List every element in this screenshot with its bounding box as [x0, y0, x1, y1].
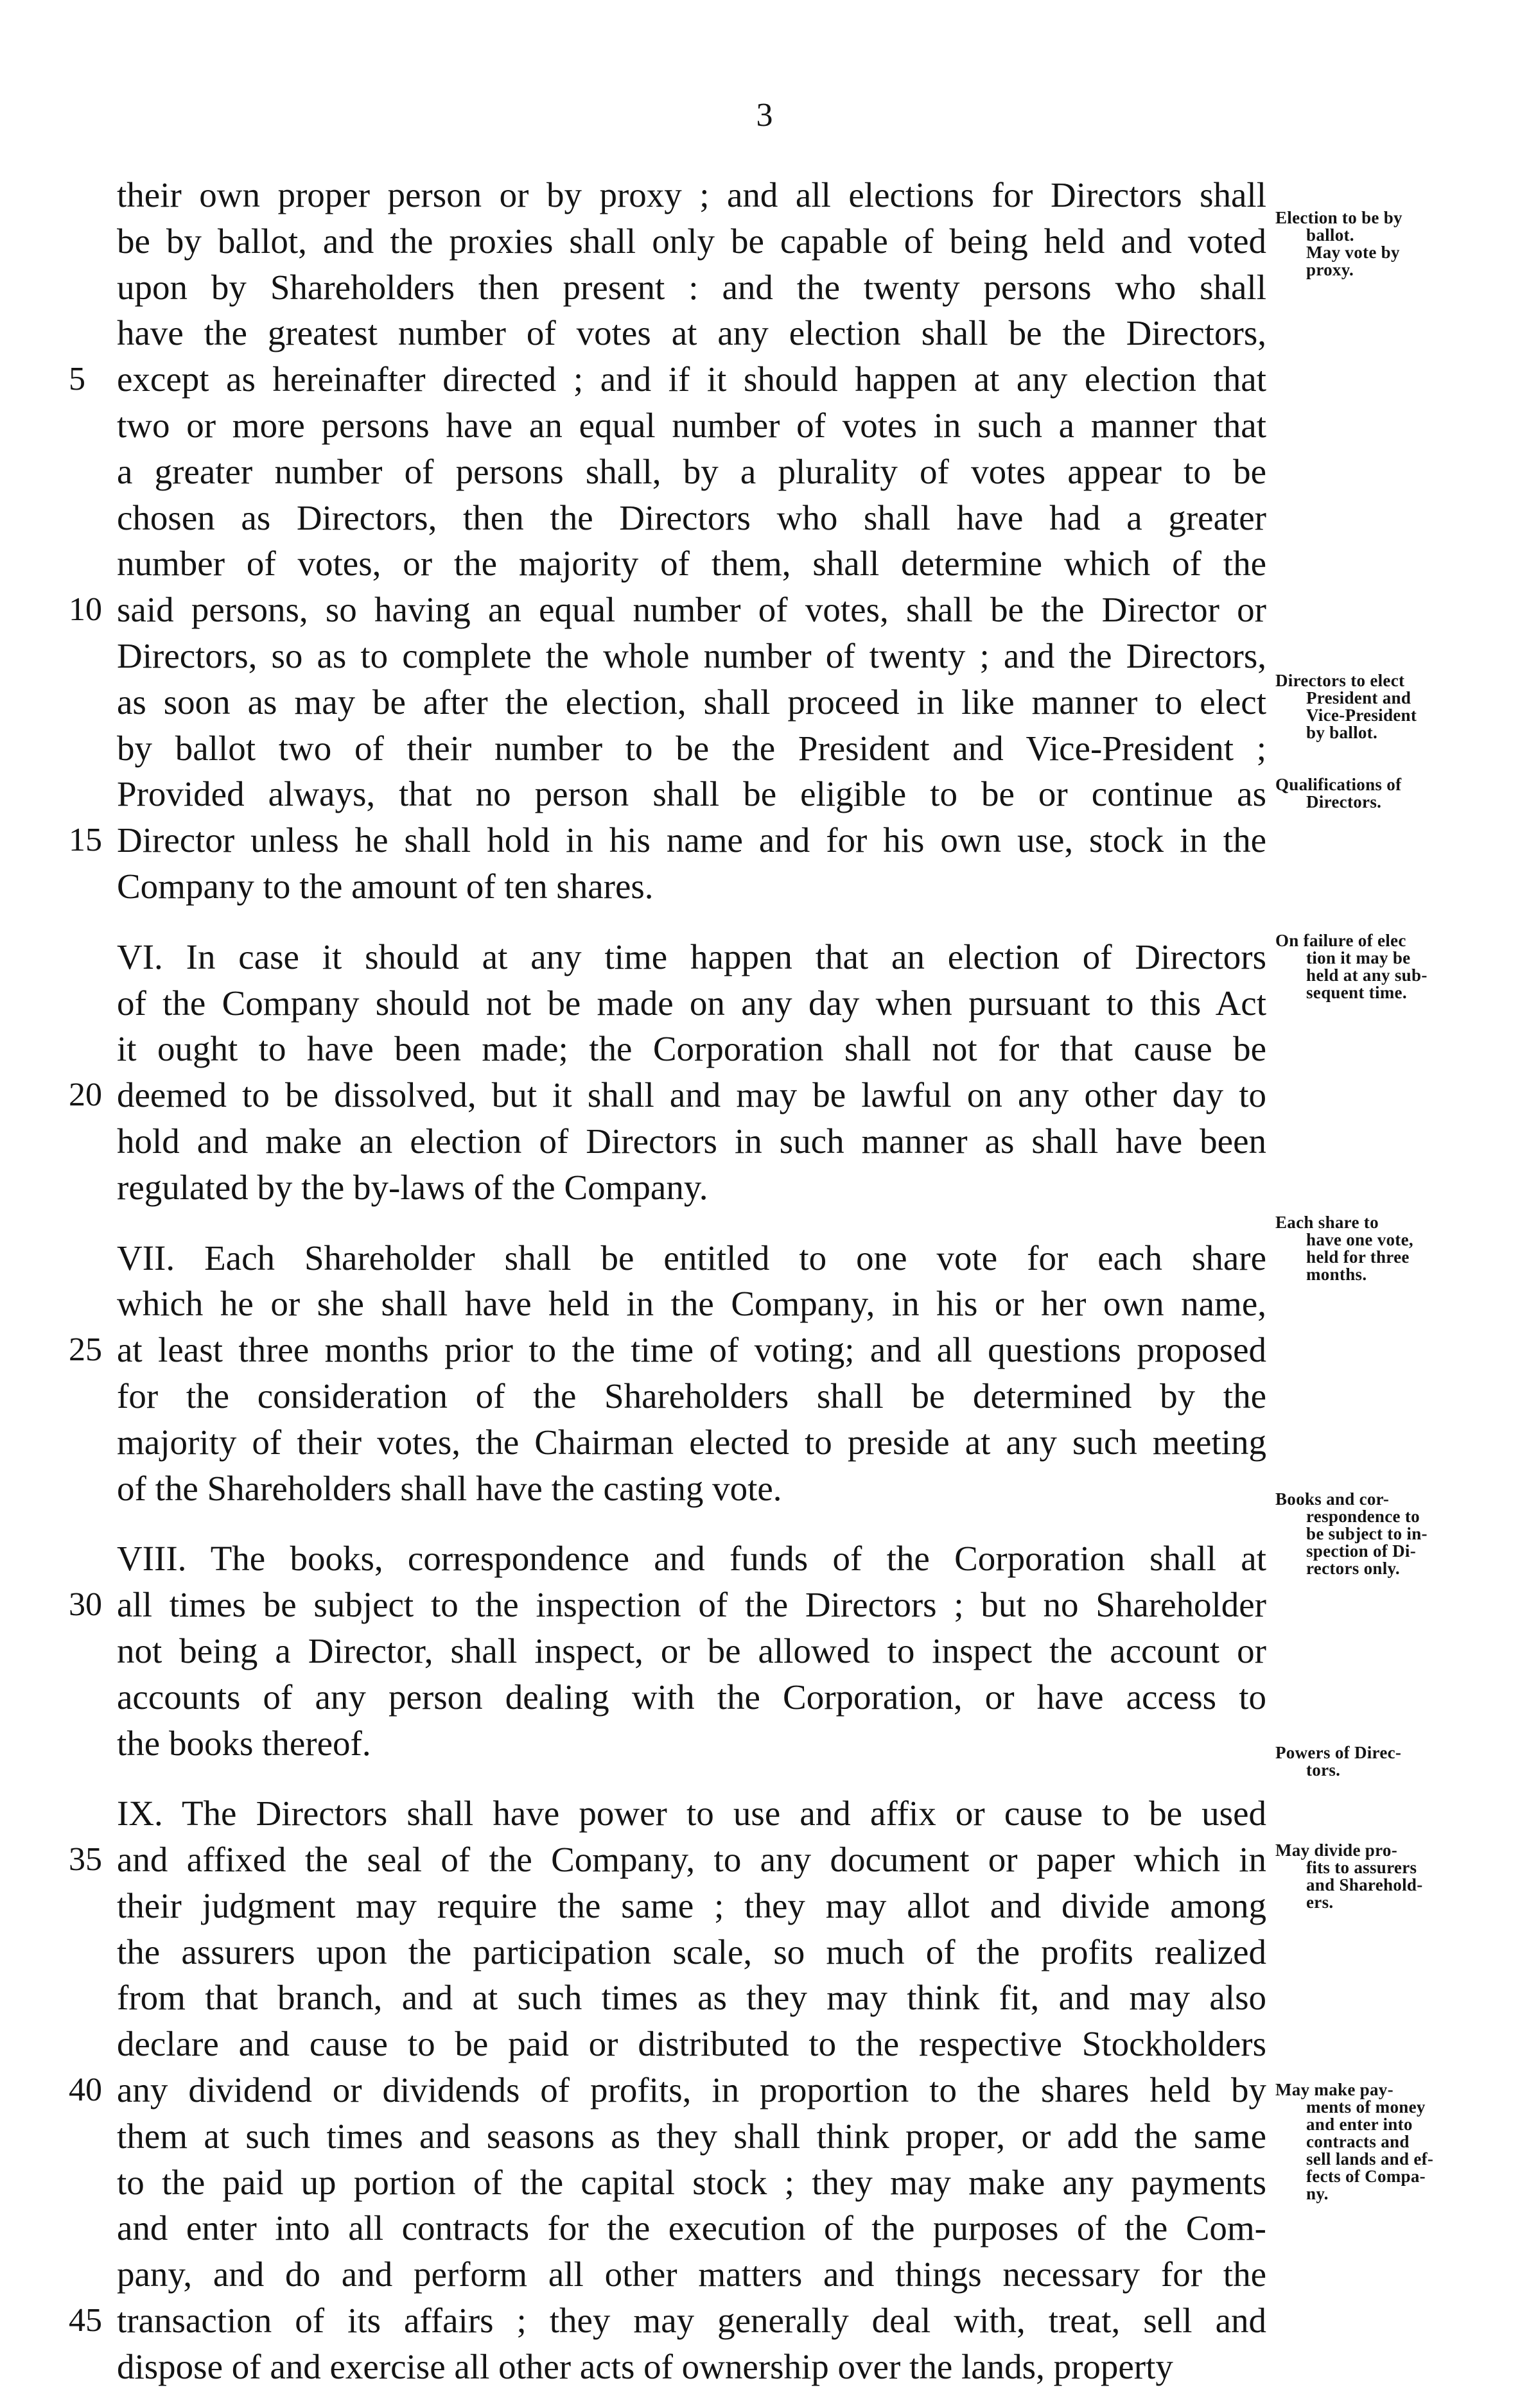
text-line [117, 771, 1266, 817]
text-line [69, 1837, 1266, 1883]
paragraph-section-viii [69, 1536, 1266, 1766]
line-text: not being a Director, shall inspect, or be allowed to inspect the account or [117, 1631, 1266, 1670]
text-line [117, 1466, 1266, 1512]
line-text: their judgment may require the same ; they may allot and divide among [117, 1885, 1266, 1925]
margin-note-line: May divide pro- [1275, 1841, 1398, 1860]
page-number: 3 [756, 97, 773, 134]
margin-note-line: ballot. [1306, 225, 1354, 245]
margin-note-qualifications [1275, 776, 1455, 811]
line-text: at least three months prior to the time of voting; and all questions proposed [117, 1330, 1266, 1370]
text-line [69, 817, 1266, 863]
margin-note-line: Directors to elect [1275, 671, 1405, 690]
text-line [117, 1883, 1266, 1929]
margin-note-line: fects of Compa- [1306, 2167, 1426, 2186]
margin-note-line: tion it may be [1306, 948, 1411, 967]
text-line [69, 1582, 1266, 1628]
text-line [117, 541, 1266, 587]
text-line [117, 1373, 1266, 1419]
margin-note-election-ballot [1275, 209, 1455, 279]
margin-note-share-vote [1275, 1214, 1455, 1283]
text-line [117, 679, 1266, 725]
text-line [117, 218, 1266, 264]
margin-note-line: and enter into [1306, 2115, 1413, 2134]
line-text: VII. Each Shareholder shall be entitled to one vote for each share [117, 1238, 1266, 1278]
text-line [117, 2344, 1266, 2390]
margin-note-line: be subject to in- [1306, 1524, 1428, 1543]
line-text: IX. The Directors shall have power to use and affix or cause to be used [117, 1794, 1266, 1833]
line-text: chosen as Directors, then the Directors who shall have had a greater [117, 498, 1266, 537]
text-line [117, 1674, 1266, 1720]
line-text: to the paid up portion of the capital stock ; they may make any payments [117, 2162, 1266, 2202]
text-line [69, 587, 1266, 633]
margin-note-line: tors. [1306, 1760, 1341, 1780]
paragraph-election-of-directors [69, 172, 1266, 910]
text-line [69, 356, 1266, 403]
margin-note-payments-contracts [1275, 2081, 1455, 2203]
text-line [117, 264, 1266, 311]
text-line [117, 2251, 1266, 2298]
line-number: 20 [69, 1077, 102, 1114]
paragraph-section-ix [69, 1790, 1266, 2389]
text-line [117, 1790, 1266, 1837]
margin-note-line: sell lands and ef- [1306, 2149, 1434, 2169]
line-text: except as hereinafter directed ; and if it should happen at any election that [117, 359, 1266, 399]
margin-note-divide-profits [1275, 1842, 1455, 1911]
text-line [117, 1929, 1266, 1975]
body-text [69, 172, 1266, 2390]
text-line [117, 2113, 1266, 2160]
line-text: as soon as may be after the election, shall proceed in like manner to elect [117, 682, 1266, 722]
paragraph-section-vii [69, 1235, 1266, 1512]
margin-note-line: ers. [1306, 1893, 1334, 1912]
line-text: regulated by the by-laws of the Company. [117, 1167, 708, 1207]
margin-note-line: sequent time. [1306, 983, 1407, 1002]
margin-note-line: and Sharehold- [1306, 1875, 1423, 1894]
margin-note-line: Election to be by [1275, 208, 1402, 227]
line-text: all times be subject to the inspection of the Directors ; but no Shareholder [117, 1585, 1266, 1625]
line-text: and affixed the seal of the Company, to any document or paper which in [117, 1840, 1266, 1880]
margin-note-line: Directors. [1306, 792, 1382, 811]
text-line [117, 403, 1266, 449]
margin-note-line: President and [1306, 688, 1411, 707]
text-line [117, 934, 1266, 980]
margin-note-line: ments of money [1306, 2097, 1426, 2117]
margin-note-line: proxy. [1306, 260, 1354, 279]
line-text: of the Company should not be made on any day when pursuant to this Act [117, 983, 1266, 1023]
line-text: VIII. The books, correspondence and funds of the Corporation shall at [117, 1539, 1266, 1579]
text-line [69, 1072, 1266, 1118]
text-line [117, 1536, 1266, 1582]
line-text: accounts of any person dealing with the Corporation, or have access to [117, 1677, 1266, 1717]
margin-note-line: ny. [1306, 2184, 1329, 2203]
line-text: a greater number of persons shall, by a plurality of votes appear to be [117, 451, 1266, 491]
margin-note-line: fits to assurers [1306, 1858, 1417, 1877]
margin-note-books-inspection [1275, 1491, 1455, 1577]
text-line [69, 2067, 1266, 2113]
line-text: Directors, so as to complete the whole number of twenty ; and the Directors, [117, 636, 1266, 675]
line-text: two or more persons have an equal number of votes in such a manner that [117, 405, 1266, 445]
text-line [69, 2298, 1266, 2344]
line-text: be by ballot, and the proxies shall only be capable of being held and voted [117, 221, 1266, 261]
line-text: the assurers upon the participation scale, so much of the profits realized [117, 1932, 1266, 1971]
text-line [117, 1720, 1266, 1767]
line-text: them at such times and seasons as they shall think proper, or add the same [117, 2116, 1266, 2156]
line-number: 40 [69, 2072, 102, 2109]
line-text: VI. In case it should at any time happen that an election of Directors [117, 937, 1266, 976]
line-text: of the Shareholders shall have the casting vote. [117, 1468, 782, 1508]
margin-note-line: May make pay- [1275, 2080, 1394, 2099]
margin-note-line: contracts and [1306, 2132, 1410, 2151]
line-number: 10 [69, 591, 102, 628]
text-line [117, 1118, 1266, 1165]
line-text: majority of their votes, the Chairman elected to preside at any such meeting [117, 1422, 1266, 1462]
text-line [117, 1628, 1266, 1674]
text-line [117, 2160, 1266, 2206]
line-text: hold and make an election of Directors in such manner as shall have been [117, 1121, 1266, 1161]
line-text: Provided always, that no person shall be eligible to be or continue as [117, 774, 1266, 814]
text-line [69, 1327, 1266, 1373]
line-text: transaction of its affairs ; they may generally deal with, treat, sell and [117, 2301, 1266, 2341]
margin-note-powers-directors [1275, 1744, 1455, 1779]
line-text: for the consideration of the Shareholders shall be determined by the [117, 1376, 1266, 1416]
margin-note-directors-elect [1275, 672, 1455, 741]
line-text: have the greatest number of votes at any election shall be the Directors, [117, 313, 1266, 353]
text-line [117, 980, 1266, 1026]
margin-note-line: Books and cor- [1275, 1489, 1390, 1509]
text-line [117, 2021, 1266, 2067]
line-text: declare and cause to be paid or distributed to the respective Stockholders [117, 2024, 1266, 2064]
line-text: by ballot two of their number to be the President and Vice-President ; [117, 728, 1266, 768]
margin-note-line: Each share to [1275, 1213, 1379, 1232]
line-number: 5 [69, 361, 85, 398]
margin-note-line: Powers of Direc- [1275, 1743, 1402, 1762]
margin-note-line: respondence to [1306, 1507, 1420, 1526]
text-line [117, 863, 1266, 910]
line-text: which he or she shall have held in the Company, in his or her own name, [117, 1284, 1266, 1324]
line-text: dispose of and exercise all other acts of ownership over the lands, property [117, 2346, 1173, 2386]
line-text: Company to the amount of ten shares. [117, 866, 654, 906]
line-text: said persons, so having an equal number of votes, shall be the Director or [117, 590, 1266, 630]
line-number: 35 [69, 1841, 102, 1878]
line-text: Director unless he shall hold in his name and for his own use, stock in the [117, 820, 1266, 860]
margin-note-line: have one vote, [1306, 1230, 1413, 1249]
line-number: 30 [69, 1586, 102, 1624]
line-number: 15 [69, 822, 102, 859]
margin-note-line: On failure of elec [1275, 931, 1406, 950]
text-line [117, 310, 1266, 356]
text-line [117, 1235, 1266, 1281]
margin-note-line: spection of Di- [1306, 1541, 1416, 1561]
text-line [117, 1419, 1266, 1466]
line-text: and enter into all contracts for the execution of the purposes of the Com- [117, 2208, 1266, 2248]
text-line [117, 1281, 1266, 1327]
line-text: from that branch, and at such times as they may think fit, and may also [117, 1978, 1266, 2018]
text-line [117, 1165, 1266, 1211]
margin-note-line: months. [1306, 1265, 1367, 1284]
line-number: 45 [69, 2302, 102, 2339]
text-line [117, 725, 1266, 772]
text-line [117, 1975, 1266, 2021]
paragraph-section-vi [69, 934, 1266, 1211]
margin-note-line: Qualifications of [1275, 775, 1402, 794]
margin-note-line: by ballot. [1306, 723, 1378, 742]
text-line [117, 1026, 1266, 1072]
margin-note-line: held for three [1306, 1247, 1410, 1267]
text-line [117, 495, 1266, 541]
text-line [117, 633, 1266, 679]
margin-note-line: Vice-President [1306, 706, 1417, 725]
line-text: the books thereof. [117, 1723, 371, 1763]
margin-note-line: May vote by [1306, 243, 1400, 262]
line-text: pany, and do and perform all other matters and things necessary for the [117, 2255, 1266, 2294]
line-text: upon by Shareholders then present : and the twenty persons who shall [117, 267, 1266, 307]
text-line [117, 2205, 1266, 2251]
line-text: any dividend or dividends of profits, in proportion to the shares held by [117, 2070, 1266, 2110]
line-text: their own proper person or by proxy ; and all elections for Directors shall [117, 175, 1266, 214]
text-line [117, 172, 1266, 218]
line-number: 25 [69, 1331, 102, 1369]
margin-note-failure-election [1275, 932, 1455, 1001]
line-text: deemed to be dissolved, but it shall and may be lawful on any other day to [117, 1075, 1266, 1115]
line-text: it ought to have been made; the Corporation shall not for that cause be [117, 1029, 1266, 1069]
margin-note-line: held at any sub- [1306, 966, 1428, 985]
line-text: number of votes, or the majority of them, shall determine which of the [117, 544, 1266, 584]
margin-note-line: rectors only. [1306, 1559, 1400, 1578]
text-line [117, 449, 1266, 495]
